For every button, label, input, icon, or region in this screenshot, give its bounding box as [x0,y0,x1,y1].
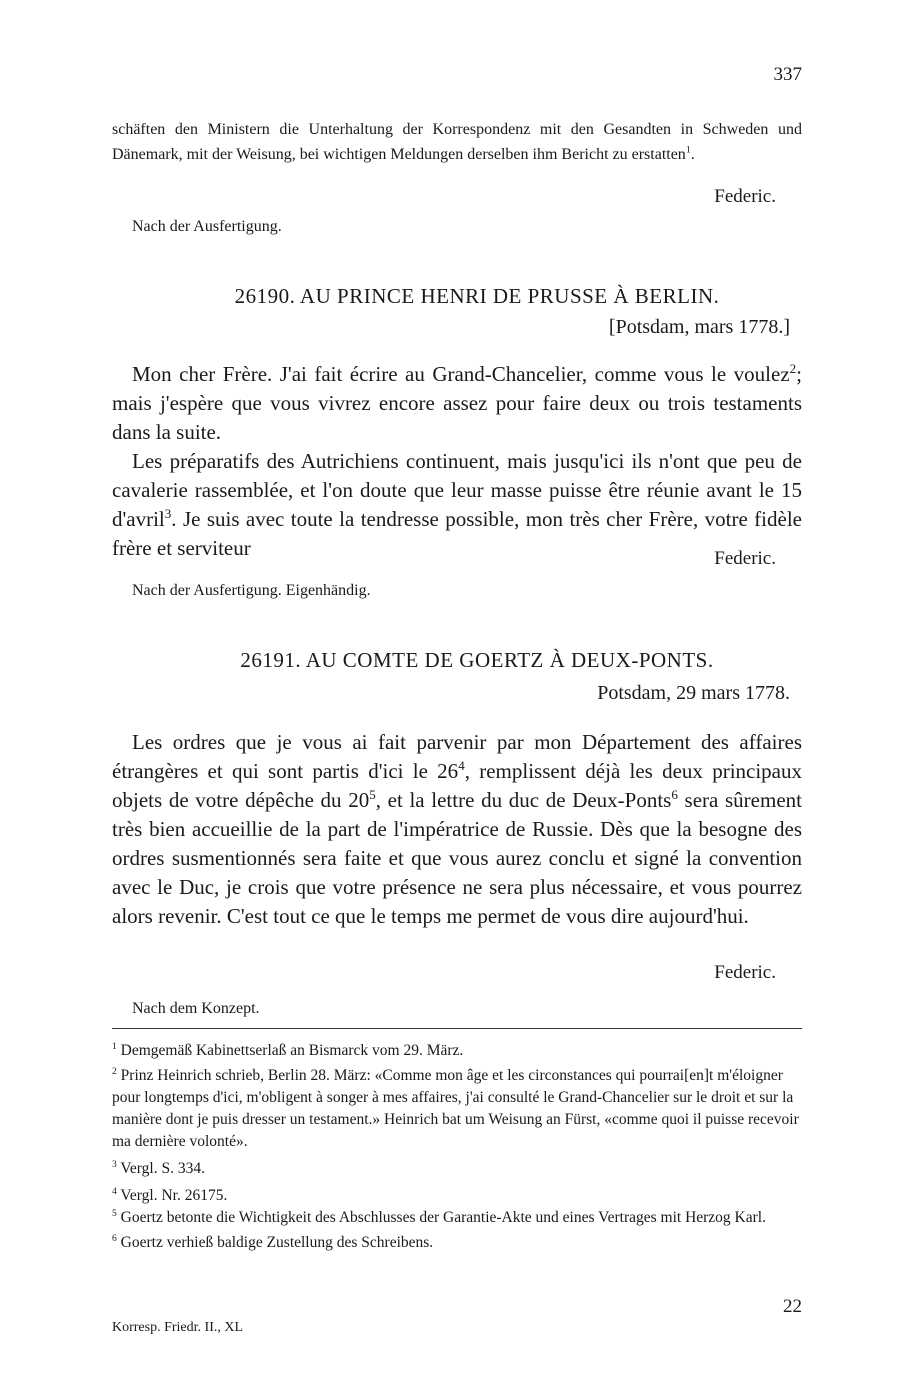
footnote-5: $^5$ Goertz betonte die Wichtigkeit des Abschlusses der Garantie-Akte und eines Vertrages mit Herzog Karl. [112,1207,766,1226]
footnote-divider [112,1028,802,1029]
signature-2: Federic. [714,548,776,569]
footnotes [112,1040,802,1254]
page-number: 337 [773,64,802,85]
footnote-2: $^2$ Prinz Heinrich schrieb, Berlin 28. März: «Comme mon âge et les circonstances qui pourrai[en]t m'éloigner pour longtemps d'ici, m'obligent à songer à mes affaires, j'ai consulté le Grand-Chancelier sur le droit et sur la manière dont je puis dresser un testament.» Heinrich bat um Weisung an Fürst, «comme quoi il puisse recevoir ma dernière volonté». [112,1065,799,1150]
footnote-ref-1[interactable]: 1 [685,144,691,156]
source-note-3: Nach dem Konzept. [132,1000,260,1017]
signature-3: Federic. [714,962,776,983]
footnote-1: $^1$ Demgemäß Kabinettserlaß an Bismarck vom 29. März. [112,1040,464,1059]
footnote-6: $^6$ Goertz verhieß baldige Zustellung des Schreibens. [112,1232,434,1251]
letter-paragraph: Mon cher Frère. J'ai fait écrire au Grand-Chancelier, comme vous le voulez$^2$; mais j'espère que vous vivrez encore assez pour faire deux ou trois testaments dans la suite. [112,361,802,444]
letter-paragraph: Les préparatifs des Autrichiens continuent, mais jusqu'ici ils n'ont que peu de cavalerie rassemblée, et l'on doute que leur masse puisse être réunie avant le 15 d'avril$^3$. Je suis avec toute la tendresse possible, mon très cher Frère, votre fidèle frère et serviteur [112,449,802,560]
footnote-ref-3[interactable]: 3 [164,506,172,521]
footnote-ref-4[interactable]: 4 [458,758,465,773]
letter-date-26190: [Potsdam, mars 1778.] [608,316,790,338]
continuation-text: schäften den Ministern die Unterhaltung der Korrespondenz mit den Gesandten in Schweden und Dänemark, mit der Weisung, bei wichtigen Meldungen derselben ihm Bericht zu erstatten$^1$. [112,121,802,163]
footer-citation: Korresp. Friedr. II., XL [112,1320,244,1335]
footnote-ref-5[interactable]: 5 [369,787,376,802]
letter-paragraph: Les ordres que je vous ai fait parvenir par mon Département des affaires étrangères et qui sont partis d'ici le $26^4$, remplissent déjà les deux principaux objets de votre dépêche du $20^5$, et la lettre du duc de Deux-Ponts$^6$ sera sûrement très bien accueillie de la part de l'impératrice de Russie. Dès que la besogne des ordres susmentionnés sera faite et que vous aurez conclu et signé la convention avec le Duc, je crois que votre présence ne sera plus nécessaire, et vous pourrez alors revenir. C'est tout ce que le temps me permet de vous dire aujourd'hui. [112,730,803,928]
letter-heading-26191: 26191. AU COMTE DE GOERTZ À DEUX-PONTS. [240,648,714,672]
page [112,0,802,1392]
letter-heading-26190: 26190. AU PRINCE HENRI DE PRUSSE À BERLIN. [234,284,720,308]
footnote-3: $^3$ Vergl. S. 334. [112,1158,205,1177]
footnote-4: $^4$ Vergl. Nr. 26175. [112,1185,228,1204]
source-note-2: Nach der Ausfertigung. Eigenhändig. [132,582,371,599]
footnote-ref-2[interactable]: 2 [789,361,797,376]
letter-date-26191: Potsdam, 29 mars 1778. [597,682,790,704]
signature-1: Federic. [714,186,776,207]
footnote-ref-6[interactable]: 6 [671,787,678,802]
sheet-number: 22 [783,1296,802,1317]
source-note-1: Nach der Ausfertigung. [132,218,282,235]
